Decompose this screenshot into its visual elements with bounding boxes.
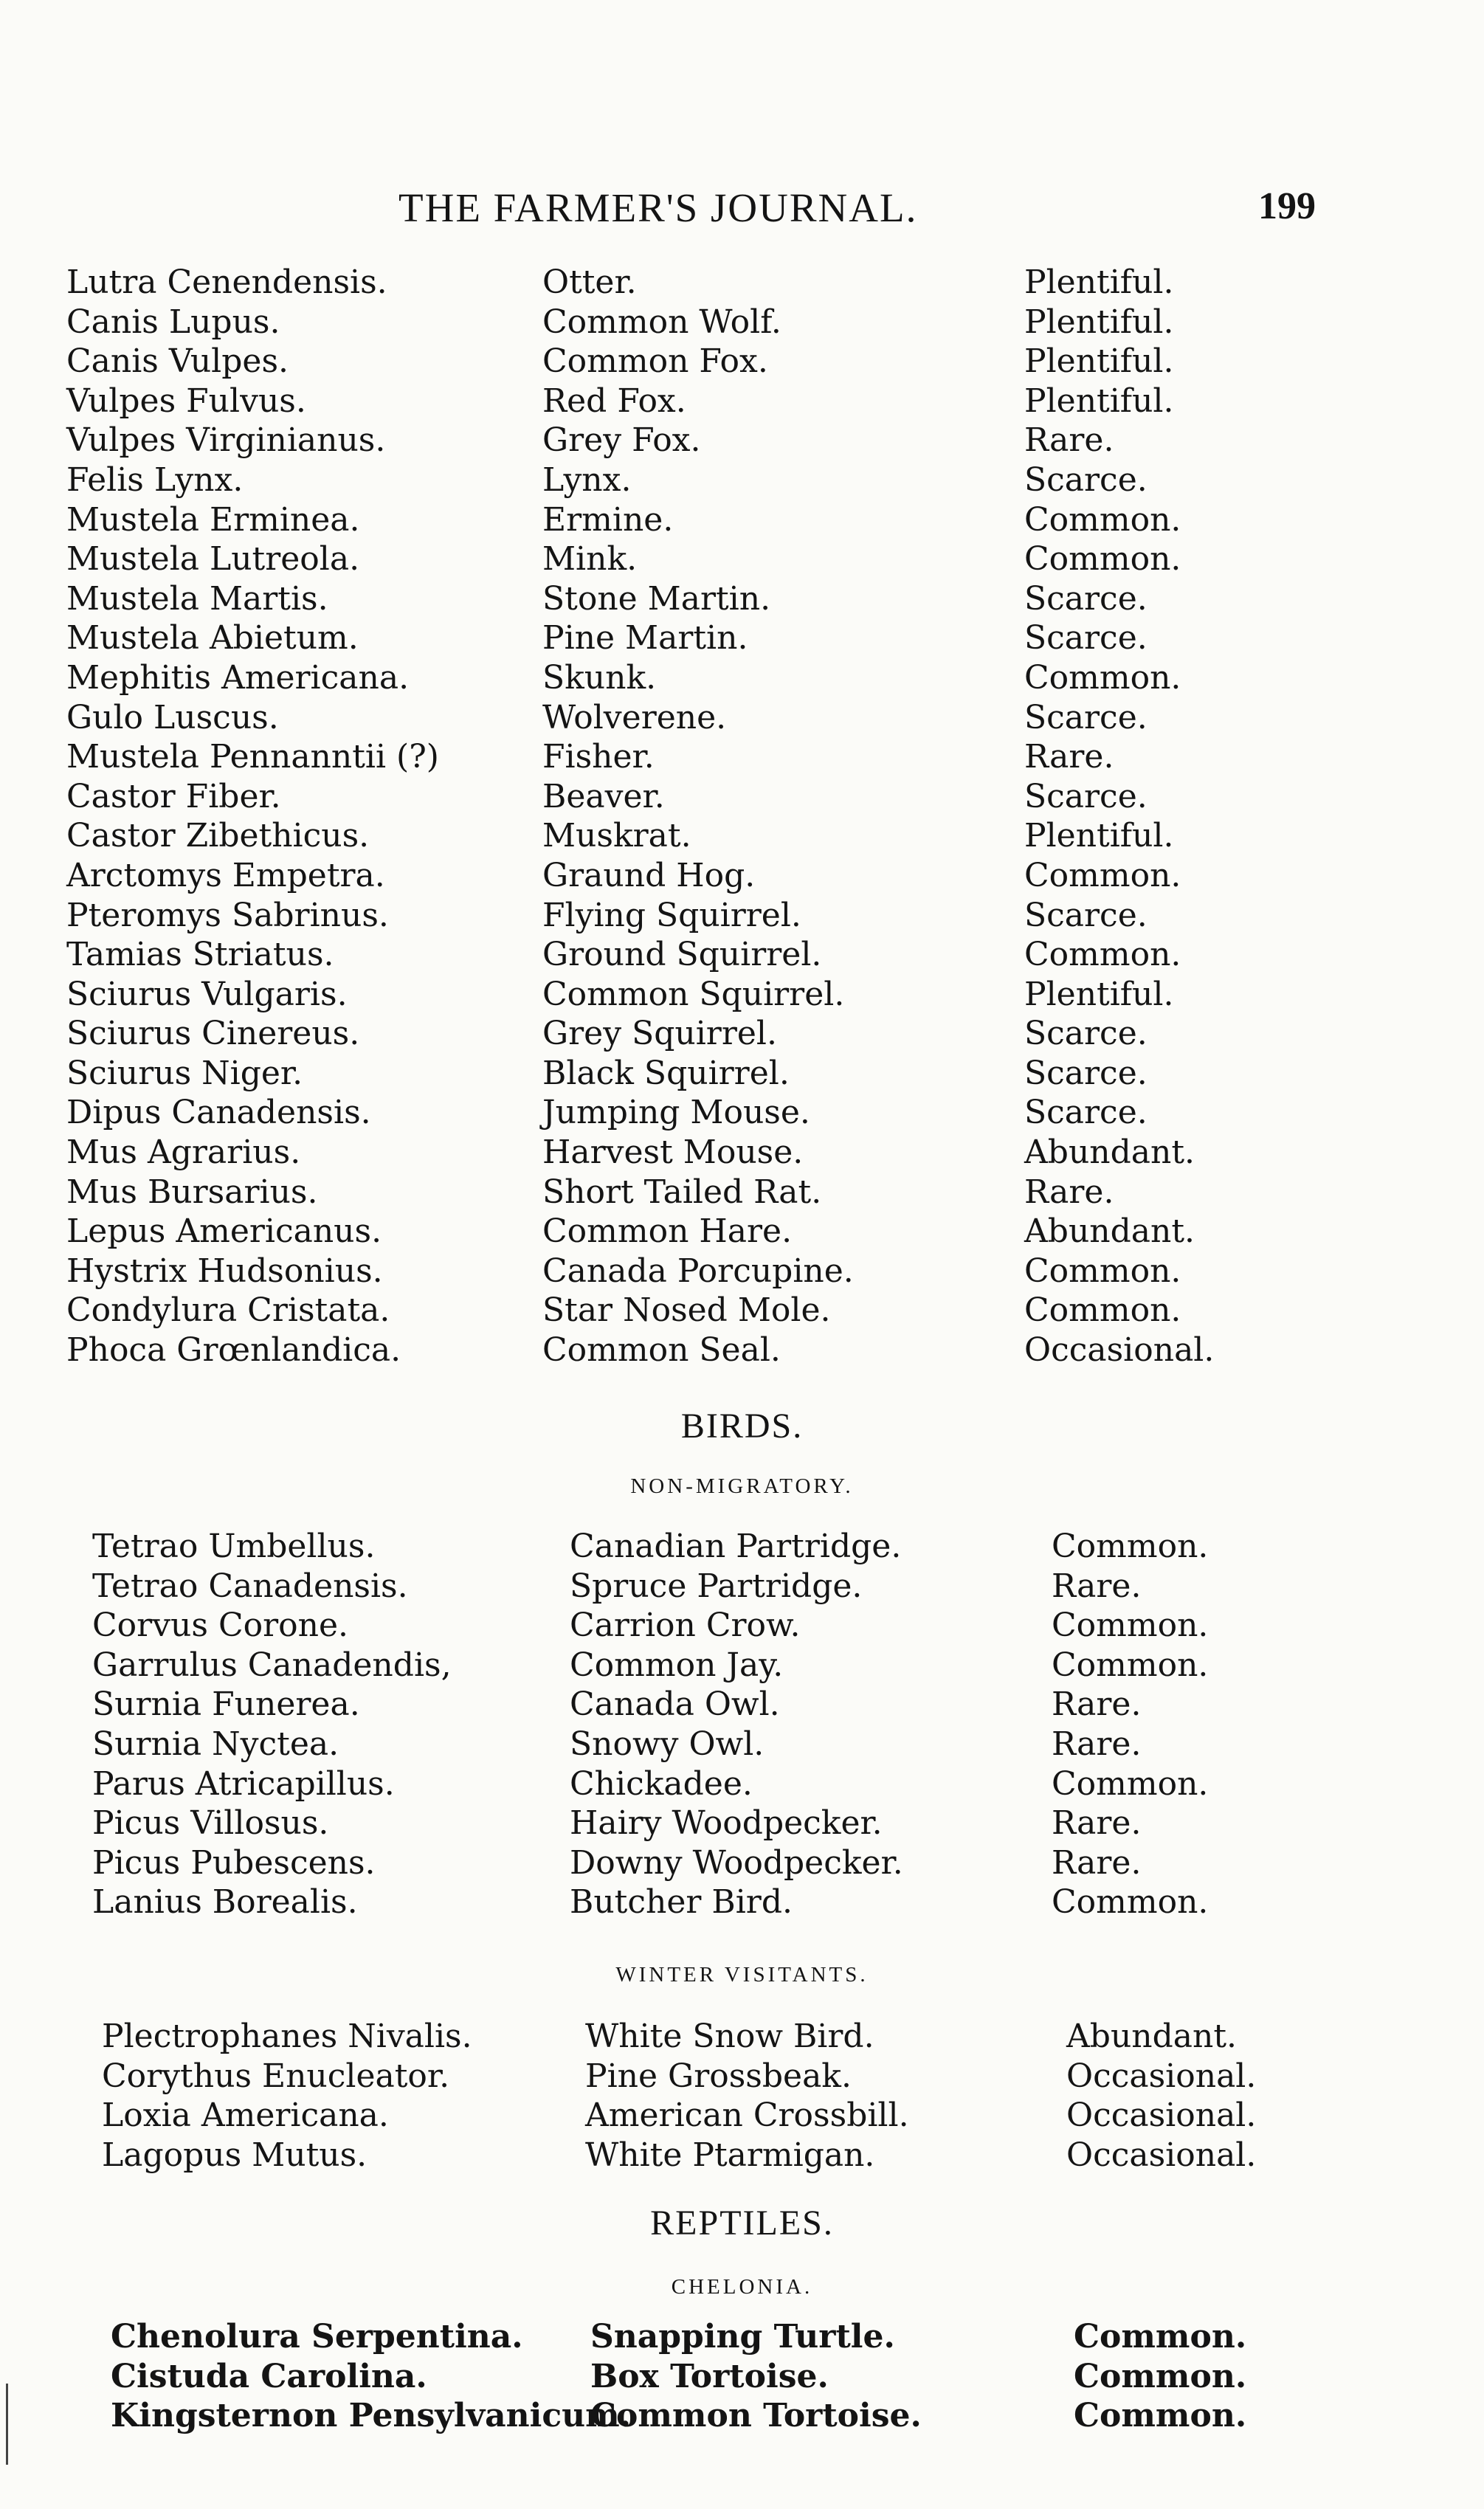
status: Common. [1024, 936, 1181, 974]
table-row [0, 1212, 1484, 1252]
status: Abundant. [1024, 1133, 1195, 1172]
status: Rare. [1052, 1843, 1142, 1882]
latin-name: Picus Villosus. [92, 1804, 329, 1843]
common-name: Muskrat. [542, 817, 691, 855]
common-name: Otter. [542, 263, 637, 301]
table-row [0, 975, 1484, 1015]
table-row [0, 303, 1484, 342]
common-name: Snowy Owl. [570, 1725, 765, 1763]
status: Abundant. [1024, 1212, 1195, 1251]
mammals-table [0, 263, 1484, 1370]
status: Common. [1052, 1764, 1209, 1803]
scan-margin-mark [6, 2384, 8, 2465]
latin-name: Hystrix Hudsonius. [66, 1252, 383, 1290]
common-name: Short Tailed Rat. [542, 1173, 822, 1211]
common-name: Canada Owl. [570, 1685, 780, 1724]
common-name: Stone Martin. [542, 579, 771, 618]
status: Rare. [1052, 1567, 1142, 1605]
table-row [0, 1882, 1484, 1922]
table-row [0, 2317, 1484, 2357]
latin-name: Mustela Lutreola. [66, 540, 360, 579]
non-migratory-birds-table [0, 1527, 1484, 1922]
status: Rare. [1024, 738, 1114, 776]
common-name: Pine Grossbeak. [585, 2057, 852, 2095]
status: Plentiful. [1024, 382, 1174, 420]
table-row [0, 1567, 1484, 1606]
winter-visitants-table [0, 2017, 1484, 2175]
latin-name: Kingsternon Pensylvanicum. [111, 2397, 632, 2435]
latin-name: Sciurus Cinereus. [66, 1015, 360, 1053]
common-name: Harvest Mouse. [542, 1133, 804, 1172]
status: Common. [1074, 2318, 1247, 2356]
subheading-non-migratory: NON-MIGRATORY. [630, 1474, 854, 1498]
table-row [0, 856, 1484, 896]
table-row [0, 460, 1484, 500]
common-name: Grey Fox. [542, 421, 701, 460]
common-name: Fisher. [542, 738, 655, 776]
status: Rare. [1052, 1725, 1142, 1763]
table-row [0, 618, 1484, 658]
status: Occasional. [1066, 2096, 1257, 2135]
common-name: Common Hare. [542, 1212, 793, 1251]
table-row [0, 2017, 1484, 2057]
status: Common. [1024, 540, 1181, 579]
latin-name: Vulpes Fulvus. [66, 382, 306, 420]
running-head [0, 184, 1484, 244]
table-row [0, 1133, 1484, 1173]
latin-name: Surnia Nyctea. [92, 1725, 339, 1763]
status: Common. [1024, 1252, 1181, 1290]
common-name: Common Tortoise. [590, 2397, 922, 2435]
latin-name: Castor Fiber. [66, 777, 281, 815]
latin-name: Gulo Luscus. [66, 698, 279, 736]
common-name: Downy Woodpecker. [570, 1843, 903, 1882]
common-name: Common Seal. [542, 1331, 781, 1370]
latin-name: Mus Agrarius. [66, 1133, 301, 1172]
table-row [0, 1173, 1484, 1212]
table-row [0, 2136, 1484, 2175]
latin-name: Mephitis Americana. [66, 658, 410, 697]
page-number: 199 [1258, 185, 1316, 227]
table-row [0, 1291, 1484, 1331]
latin-name: Corythus Enucleator. [102, 2057, 450, 2095]
section-heading-reptiles: REPTILES. [650, 2203, 834, 2243]
common-name: Canadian Partridge. [570, 1528, 902, 1565]
latin-name: Lepus Americanus. [66, 1212, 382, 1251]
common-name: White Ptarmigan. [585, 2136, 875, 2174]
table-row [0, 1606, 1484, 1646]
status: Scarce. [1024, 619, 1147, 658]
common-name: Spruce Partridge. [570, 1567, 863, 1605]
latin-name: Parus Atricapillus. [92, 1764, 395, 1803]
status: Common. [1074, 2397, 1247, 2435]
latin-name: Tetrao Canadensis. [92, 1567, 408, 1605]
common-name: Common Jay. [570, 1646, 784, 1684]
common-name: Common Fox. [542, 342, 768, 381]
latin-name: Plectrophanes Nivalis. [102, 2018, 472, 2055]
latin-name: Garrulus Canadendis, [92, 1646, 452, 1684]
table-row [0, 2057, 1484, 2096]
common-name: Red Fox. [542, 382, 686, 420]
latin-name: Lanius Borealis. [92, 1883, 358, 1922]
table-row [0, 896, 1484, 936]
latin-name: Canis Vulpes. [66, 342, 289, 381]
latin-name: Tamias Striatus. [66, 936, 334, 974]
latin-name: Mustela Erminea. [66, 500, 360, 539]
table-row [0, 342, 1484, 382]
status: Scarce. [1024, 460, 1147, 499]
status: Occasional. [1066, 2136, 1257, 2174]
chelonia-table [0, 2317, 1484, 2436]
common-name: Wolverene. [542, 698, 727, 736]
common-name: Mink. [542, 540, 638, 579]
common-name: Canada Porcupine. [542, 1252, 854, 1290]
latin-name: Felis Lynx. [66, 460, 244, 499]
latin-name: Mustela Pennanntii (?) [66, 738, 439, 776]
subheading-winter-visitants: WINTER VISITANTS. [615, 1963, 869, 1987]
common-name: Grey Squirrel. [542, 1015, 777, 1053]
status: Plentiful. [1024, 975, 1174, 1013]
latin-name: Sciurus Vulgaris. [66, 975, 348, 1013]
latin-name: Phoca Grœnlandica. [66, 1331, 401, 1370]
table-row [0, 1014, 1484, 1054]
common-name: White Snow Bird. [585, 2018, 874, 2055]
table-row [0, 1725, 1484, 1764]
status: Abundant. [1066, 2018, 1238, 2055]
table-row [0, 1764, 1484, 1804]
common-name: Jumping Mouse. [542, 1094, 810, 1132]
status: Occasional. [1024, 1331, 1215, 1370]
table-row [0, 1804, 1484, 1843]
common-name: Ermine. [542, 500, 674, 539]
status: Scarce. [1024, 896, 1147, 934]
table-row [0, 777, 1484, 817]
status: Common. [1024, 500, 1181, 539]
table-row [0, 2096, 1484, 2136]
status: Plentiful. [1024, 817, 1174, 855]
status: Plentiful. [1024, 263, 1174, 301]
status: Common. [1052, 1528, 1209, 1565]
latin-name: Cistuda Carolina. [111, 2357, 427, 2395]
status: Scarce. [1024, 579, 1147, 618]
table-row [0, 1252, 1484, 1291]
common-name: Snapping Turtle. [590, 2318, 895, 2356]
status: Plentiful. [1024, 303, 1174, 341]
common-name: Ground Squirrel. [542, 936, 822, 974]
table-row [0, 1331, 1484, 1370]
table-row [0, 382, 1484, 421]
latin-name: Tetrao Umbellus. [92, 1528, 376, 1565]
status: Scarce. [1024, 1094, 1147, 1132]
table-row [0, 698, 1484, 738]
table-row [0, 1646, 1484, 1685]
latin-name: Lutra Cenendensis. [66, 263, 387, 301]
table-row [0, 1685, 1484, 1725]
status: Plentiful. [1024, 342, 1174, 381]
status: Scarce. [1024, 698, 1147, 736]
latin-name: Picus Pubescens. [92, 1843, 376, 1882]
status: Scarce. [1024, 777, 1147, 815]
table-row [0, 816, 1484, 856]
subheading-chelonia: CHELONIA. [671, 2275, 813, 2299]
table-row [0, 1093, 1484, 1133]
latin-name: Sciurus Niger. [66, 1054, 303, 1092]
status: Common. [1024, 1291, 1181, 1330]
table-row [0, 2396, 1484, 2436]
status: Rare. [1024, 1173, 1114, 1211]
table-row [0, 421, 1484, 460]
latin-name: Pteromys Sabrinus. [66, 896, 389, 934]
latin-name: Dipus Canadensis. [66, 1094, 371, 1132]
latin-name: Mus Bursarius. [66, 1173, 318, 1211]
page-title: THE FARMER'S JOURNAL. [398, 185, 918, 230]
table-row [0, 263, 1484, 303]
latin-name: Lagopus Mutus. [102, 2136, 367, 2174]
common-name: Graund Hog. [542, 856, 756, 894]
common-name: Box Tortoise. [590, 2357, 829, 2395]
table-row [0, 539, 1484, 579]
latin-name: Mustela Martis. [66, 579, 328, 618]
latin-name: Condylura Cristata. [66, 1291, 390, 1330]
common-name: Butcher Bird. [570, 1883, 793, 1922]
latin-name: Castor Zibethicus. [66, 817, 370, 855]
common-name: Skunk. [542, 658, 657, 697]
latin-name: Surnia Funerea. [92, 1685, 360, 1724]
status: Scarce. [1024, 1054, 1147, 1092]
common-name: Hairy Woodpecker. [570, 1804, 883, 1843]
status: Rare. [1052, 1685, 1142, 1724]
status: Common. [1024, 856, 1181, 894]
common-name: Lynx. [542, 460, 632, 499]
status: Common. [1052, 1606, 1209, 1645]
status: Common. [1052, 1883, 1209, 1922]
common-name: Common Squirrel. [542, 975, 845, 1013]
table-row [0, 1054, 1484, 1094]
latin-name: Arctomys Empetra. [66, 856, 385, 894]
common-name: Chickadee. [570, 1764, 753, 1803]
common-name: Beaver. [542, 777, 665, 815]
table-row [0, 658, 1484, 698]
status: Rare. [1024, 421, 1114, 460]
table-row [0, 2357, 1484, 2397]
table-row [0, 737, 1484, 777]
status: Scarce. [1024, 1015, 1147, 1053]
table-row [0, 1843, 1484, 1883]
status: Occasional. [1066, 2057, 1257, 2095]
latin-name: Loxia Americana. [102, 2096, 389, 2135]
status: Common. [1024, 658, 1181, 697]
latin-name: Mustela Abietum. [66, 619, 359, 658]
common-name: Common Wolf. [542, 303, 781, 341]
latin-name: Canis Lupus. [66, 303, 280, 341]
common-name: Flying Squirrel. [542, 896, 801, 934]
common-name: American Crossbill. [585, 2096, 909, 2135]
table-row [0, 1527, 1484, 1567]
status: Common. [1052, 1646, 1209, 1684]
latin-name: Corvus Corone. [92, 1606, 348, 1645]
status: Rare. [1052, 1804, 1142, 1843]
table-row [0, 500, 1484, 540]
latin-name: Vulpes Virginianus. [66, 421, 386, 460]
table-row [0, 935, 1484, 975]
latin-name: Chenolura Serpentina. [111, 2318, 523, 2356]
status: Common. [1074, 2357, 1247, 2395]
common-name: Pine Martin. [542, 619, 748, 658]
common-name: Black Squirrel. [542, 1054, 790, 1092]
common-name: Carrion Crow. [570, 1606, 801, 1645]
common-name: Star Nosed Mole. [542, 1291, 831, 1330]
table-row [0, 579, 1484, 619]
section-heading-birds: BIRDS. [680, 1407, 804, 1446]
